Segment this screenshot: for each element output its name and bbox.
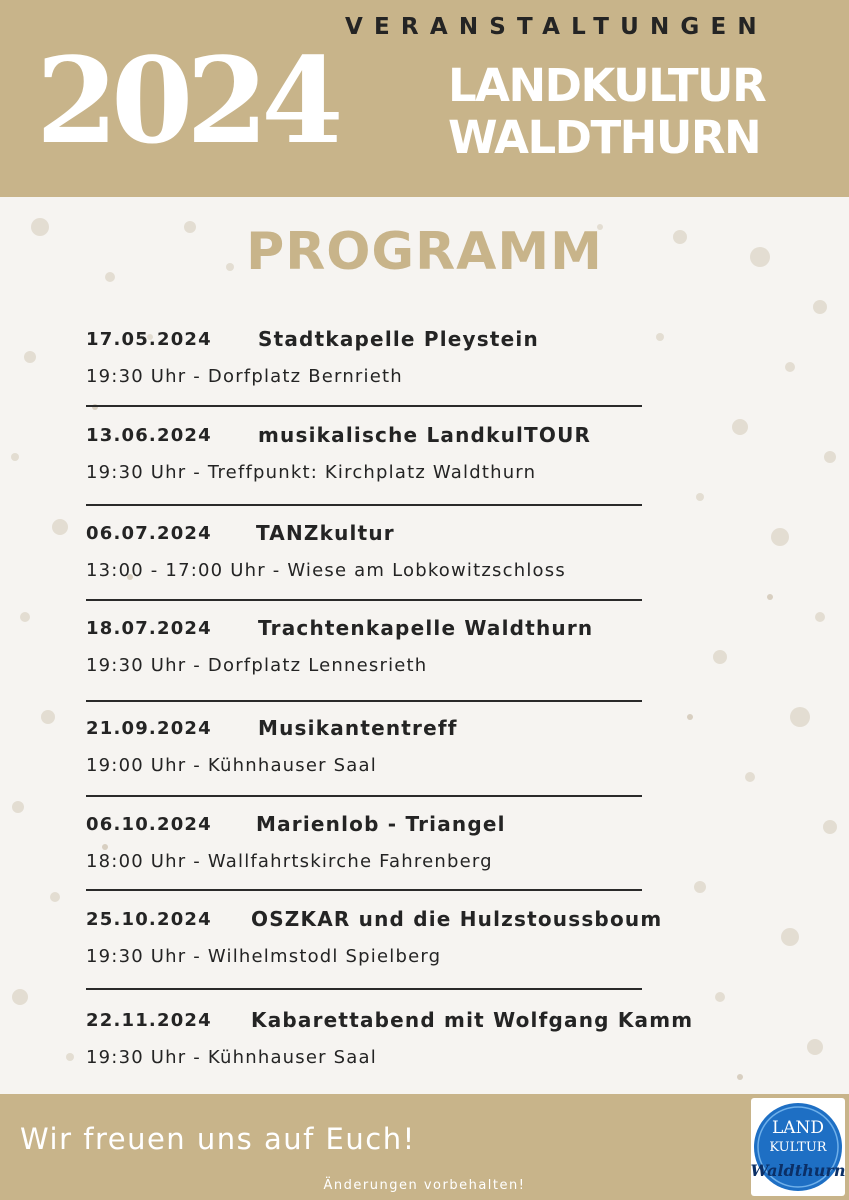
event-date: 17.05.2024 xyxy=(86,329,212,350)
logo-text-land: LAND xyxy=(771,1118,825,1138)
event-divider xyxy=(86,599,642,601)
header-band xyxy=(0,0,849,197)
event-2 xyxy=(86,418,686,483)
footer-band xyxy=(0,1094,849,1200)
event-6 xyxy=(86,807,686,872)
header-brand xyxy=(448,60,828,164)
event-divider xyxy=(86,988,642,990)
event-info: 19:30 Uhr - Treffpunkt: Kirchplatz Waldthurn xyxy=(86,462,537,483)
event-date: 22.11.2024 xyxy=(86,1010,212,1031)
event-info: 18:00 Uhr - Wallfahrtskirche Fahrenberg xyxy=(86,851,493,872)
event-divider xyxy=(86,405,642,407)
event-name: Kabarettabend mit Wolfgang Kamm xyxy=(251,1008,694,1032)
event-date: 21.09.2024 xyxy=(86,718,212,739)
brand-line-2: WALDTHURN xyxy=(448,111,761,164)
event-name: OSZKAR und die Hulzstoussboum xyxy=(251,907,663,931)
logo-text-waldthurn: Waldthurn xyxy=(751,1161,845,1180)
event-info: 19:30 Uhr - Wilhelmstodl Spielberg xyxy=(86,946,442,967)
event-name: TANZkultur xyxy=(256,521,395,545)
event-date: 25.10.2024 xyxy=(86,909,212,930)
event-divider xyxy=(86,700,642,702)
event-info: 19:30 Uhr - Kühnhauser Saal xyxy=(86,1047,377,1068)
event-info: 19:00 Uhr - Kühnhauser Saal xyxy=(86,755,377,776)
event-name: Marienlob - Triangel xyxy=(256,812,506,836)
program-title: PROGRAMM xyxy=(246,222,603,282)
event-date: 06.10.2024 xyxy=(86,814,212,835)
footer-note: Änderungen vorbehalten! xyxy=(323,1178,526,1193)
event-divider xyxy=(86,504,642,506)
header-kicker: VERANSTALTUNGEN xyxy=(345,14,768,40)
event-name: Trachtenkapelle Waldthurn xyxy=(258,616,594,640)
header-year: 2024 xyxy=(36,31,337,170)
event-name: Musikantentreff xyxy=(258,716,458,740)
footer-slogan: Wir freuen uns auf Euch! xyxy=(20,1122,416,1156)
brand-line-1: LANDKULTUR xyxy=(448,59,766,112)
event-4 xyxy=(86,611,686,676)
event-1 xyxy=(86,322,686,387)
event-3 xyxy=(86,516,686,581)
event-info: 19:30 Uhr - Dorfplatz Lennesrieth xyxy=(86,655,428,676)
event-info: 19:30 Uhr - Dorfplatz Bernrieth xyxy=(86,366,403,387)
event-date: 13.06.2024 xyxy=(86,425,212,446)
event-7 xyxy=(86,902,686,967)
event-divider xyxy=(86,795,642,797)
event-name: Stadtkapelle Pleystein xyxy=(258,327,539,351)
event-8 xyxy=(86,1003,694,1068)
landkultur-logo xyxy=(751,1098,845,1196)
event-info: 13:00 - 17:00 Uhr - Wiese am Lobkowitzschloss xyxy=(86,560,566,581)
event-5 xyxy=(86,711,686,776)
event-date: 18.07.2024 xyxy=(86,618,212,639)
logo-text-kultur: KULTUR xyxy=(769,1140,827,1155)
logo-emblem xyxy=(751,1098,845,1196)
event-name: musikalische LandkulTOUR xyxy=(258,423,592,447)
event-divider xyxy=(86,889,642,891)
event-date: 06.07.2024 xyxy=(86,523,212,544)
